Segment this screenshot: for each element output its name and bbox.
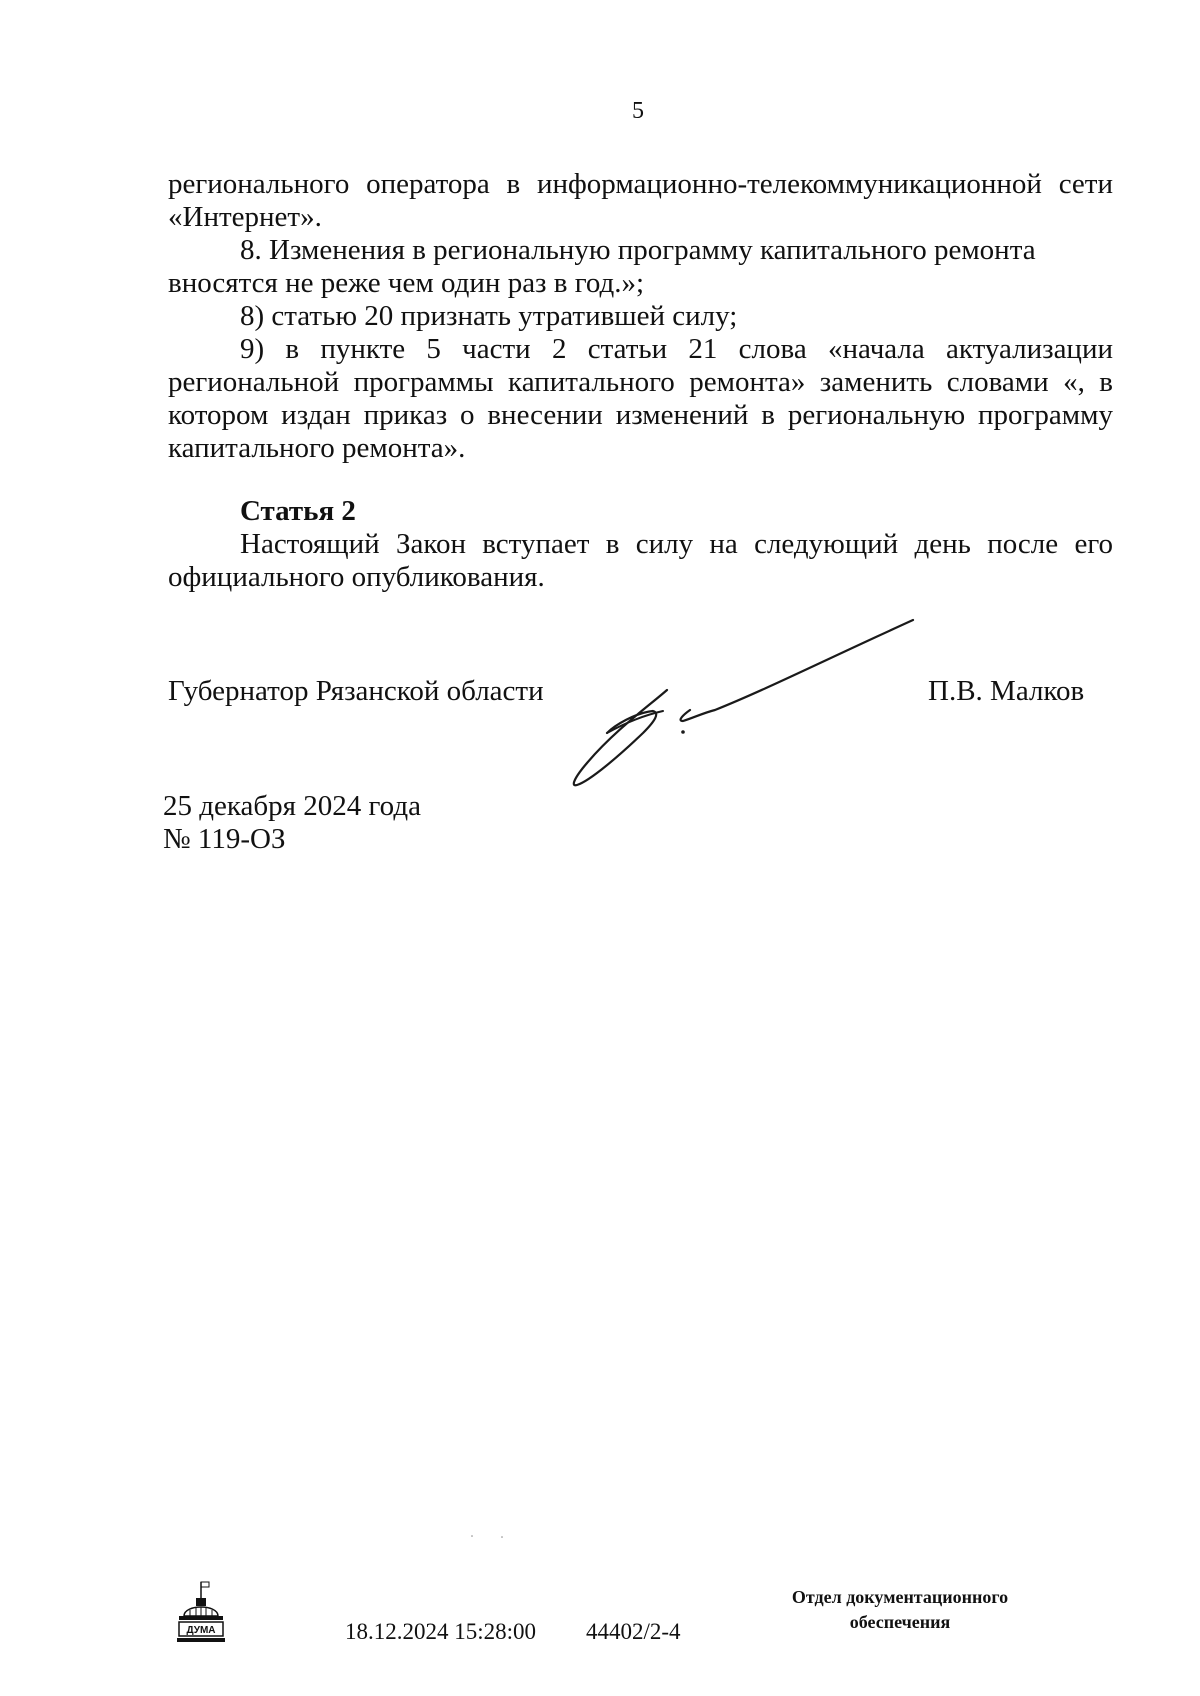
- article-2-heading: Статья 2: [240, 495, 356, 527]
- paragraph-4-line-2: региональной программы капитального ремонта» заменить словами «, в: [168, 366, 1113, 398]
- scan-artifact: [468, 1532, 508, 1540]
- paragraph-4-line-3: котором издан приказ о внесении изменений в региональную программу: [168, 399, 1113, 431]
- handwritten-signature: [565, 615, 925, 795]
- footer-timestamp: 18.12.2024 15:28:00: [345, 1619, 537, 1644]
- duma-logo-text: ДУМА: [186, 1625, 216, 1636]
- article-2-line-1: Настоящий Закон вступает в силу на следующий день после его: [240, 528, 1113, 560]
- paragraph-2-line-1: 8. Изменения в региональную программу капитального ремонта: [240, 234, 1036, 266]
- paragraph-4-line-4: капитального ремонта».: [168, 432, 466, 464]
- paragraph-1-line-2: «Интернет».: [168, 201, 322, 233]
- paragraph-1-line-1: регионального оператора в информационно-телекоммуникационной сети: [168, 168, 1113, 200]
- duma-logo-icon: [176, 1580, 226, 1644]
- article-2-line-2: официального опубликования.: [168, 561, 545, 593]
- footer-document-code: 44402/2-4: [586, 1619, 681, 1644]
- law-number: № 119-ОЗ: [163, 823, 286, 855]
- law-date: 25 декабря 2024 года: [163, 790, 421, 822]
- footer-department: [740, 1585, 1060, 1635]
- page-number: 5: [632, 98, 644, 124]
- paragraph-3: 8) статью 20 признать утратившей силу;: [240, 300, 738, 332]
- footer-department-line-1: Отдел документационного: [791, 1587, 1009, 1607]
- paragraph-2-line-2: вносятся не реже чем один раз в год.»;: [168, 267, 645, 299]
- signatory-position: Губернатор Рязанской области: [168, 675, 544, 707]
- paragraph-4-line-1: 9) в пункте 5 части 2 статьи 21 слова «начала актуализации: [240, 333, 1113, 365]
- footer-department-line-2: обеспечения: [849, 1612, 951, 1632]
- signatory-name: П.В. Малков: [928, 675, 1085, 707]
